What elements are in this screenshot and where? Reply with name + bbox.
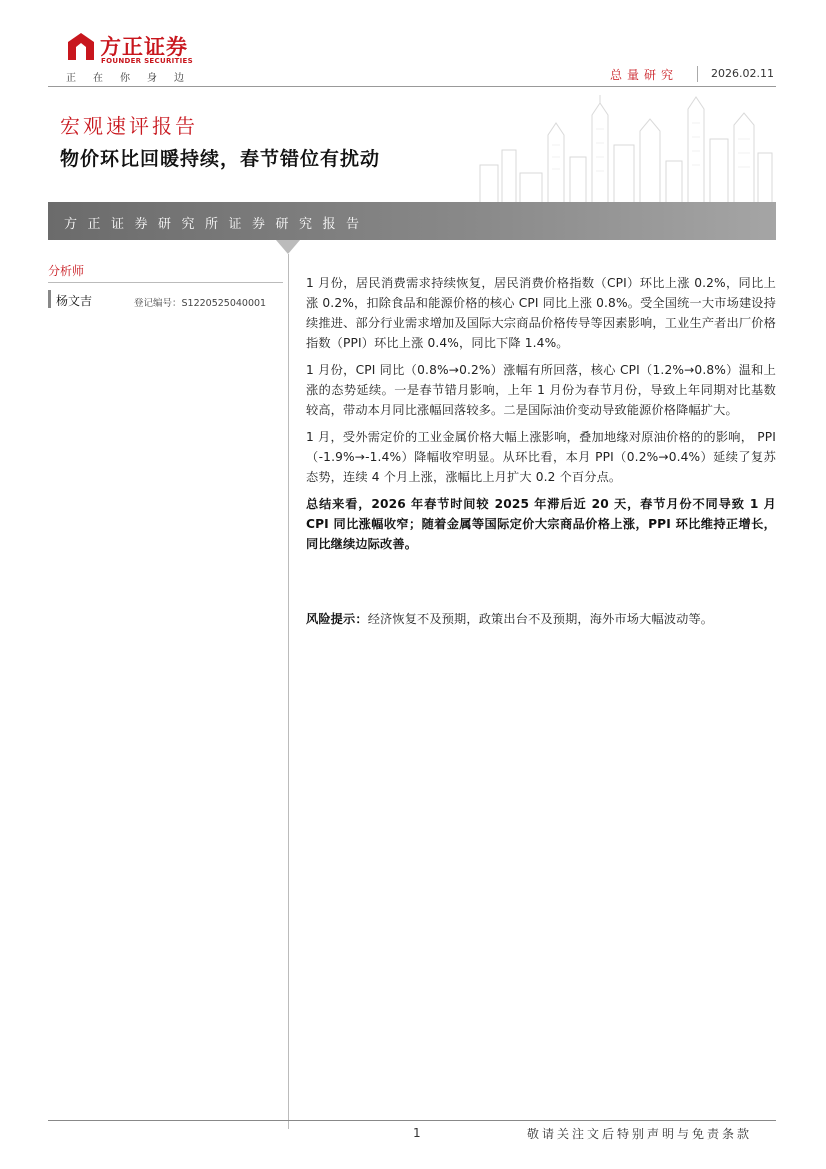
analyst-divider	[48, 282, 283, 283]
analyst-registration: 登记编号：S1220525040001	[134, 298, 267, 309]
risk-text: 经济恢复不及预期，政策出台不及预期，海外市场大幅波动等。	[367, 612, 714, 626]
footer-divider	[48, 1120, 776, 1121]
paragraph-overview: 1 月份，居民消费需求持续恢复，居民消费价格指数（CPI）环比上涨 0.2%，同比上涨 0.2%，扣除食品和能源价格的核心 CPI 同比上涨 0.8%。受全国统一大市场建设持续推进、部分行业需求增加及国际大宗商品价格传导等因素影响，工业生产者出厂价格指数（PPI）环比上涨 0.4%，同比下降 1.4%。	[306, 276, 776, 350]
slogan: 正在你身边	[66, 73, 201, 84]
disclaimer-link: 敬请关注文后特别声明与免责条款	[527, 1127, 753, 1141]
logo-text-cn: 方正证券	[100, 35, 188, 59]
header-divider	[48, 86, 776, 87]
paragraph-summary: 总结来看，2026 年春节时间较 2025 年滞后近 20 天，春节月份不同导致 1 月 CPI 同比涨幅收窄；随着金属等国际定价大宗商品价格上涨，PPI 环比维持正增长，同比继续边际改善。	[306, 497, 776, 551]
risk-label: 风险提示：	[306, 612, 368, 626]
column-divider	[288, 254, 289, 1129]
page-title: 物价环比回暖持续，春节错位有扰动	[60, 148, 381, 170]
analyst-name: 杨文吉	[56, 294, 93, 308]
risk-warning	[306, 609, 786, 629]
city-skyline-icon	[460, 95, 776, 203]
banner-text: 方正证券研究所证券研究报告	[64, 217, 370, 232]
founder-logo-icon	[66, 32, 96, 62]
analyst-heading: 分析师	[48, 264, 85, 278]
institute-banner	[48, 202, 776, 240]
report-body	[306, 273, 776, 561]
report-date: 2026.02.11	[711, 67, 774, 80]
banner-notch	[276, 240, 300, 254]
analyst-marker	[48, 290, 51, 308]
paragraph-ppi: 1 月，受外需定价的工业金属价格大幅上涨影响，叠加地缘对原油价格的的影响， PPI（-1.9%→-1.4%）降幅收窄明显。从环比看，本月 PPI（0.2%→0.4%）延续了复苏态势，连续 4 个月上涨，涨幅比上月扩大 0.2 个百分点。	[306, 430, 776, 484]
report-type: 宏观速评报告	[60, 114, 198, 138]
logo-text-en: FOUNDER SECURITIES	[101, 57, 193, 65]
page-number: 1	[413, 1126, 421, 1140]
header-separator	[697, 66, 698, 82]
paragraph-cpi: 1 月份，CPI 同比（0.8%→0.2%）涨幅有所回落，核心 CPI（1.2%→0.8%）温和上涨的态势延续。一是春节错月影响，上年 1 月份为春节月份，导致上年同期对比基数较高，带动本月同比涨幅回落较多。二是国际油价变动导致能源价格降幅扩大。	[306, 363, 776, 417]
report-category: 总量研究	[610, 68, 679, 82]
